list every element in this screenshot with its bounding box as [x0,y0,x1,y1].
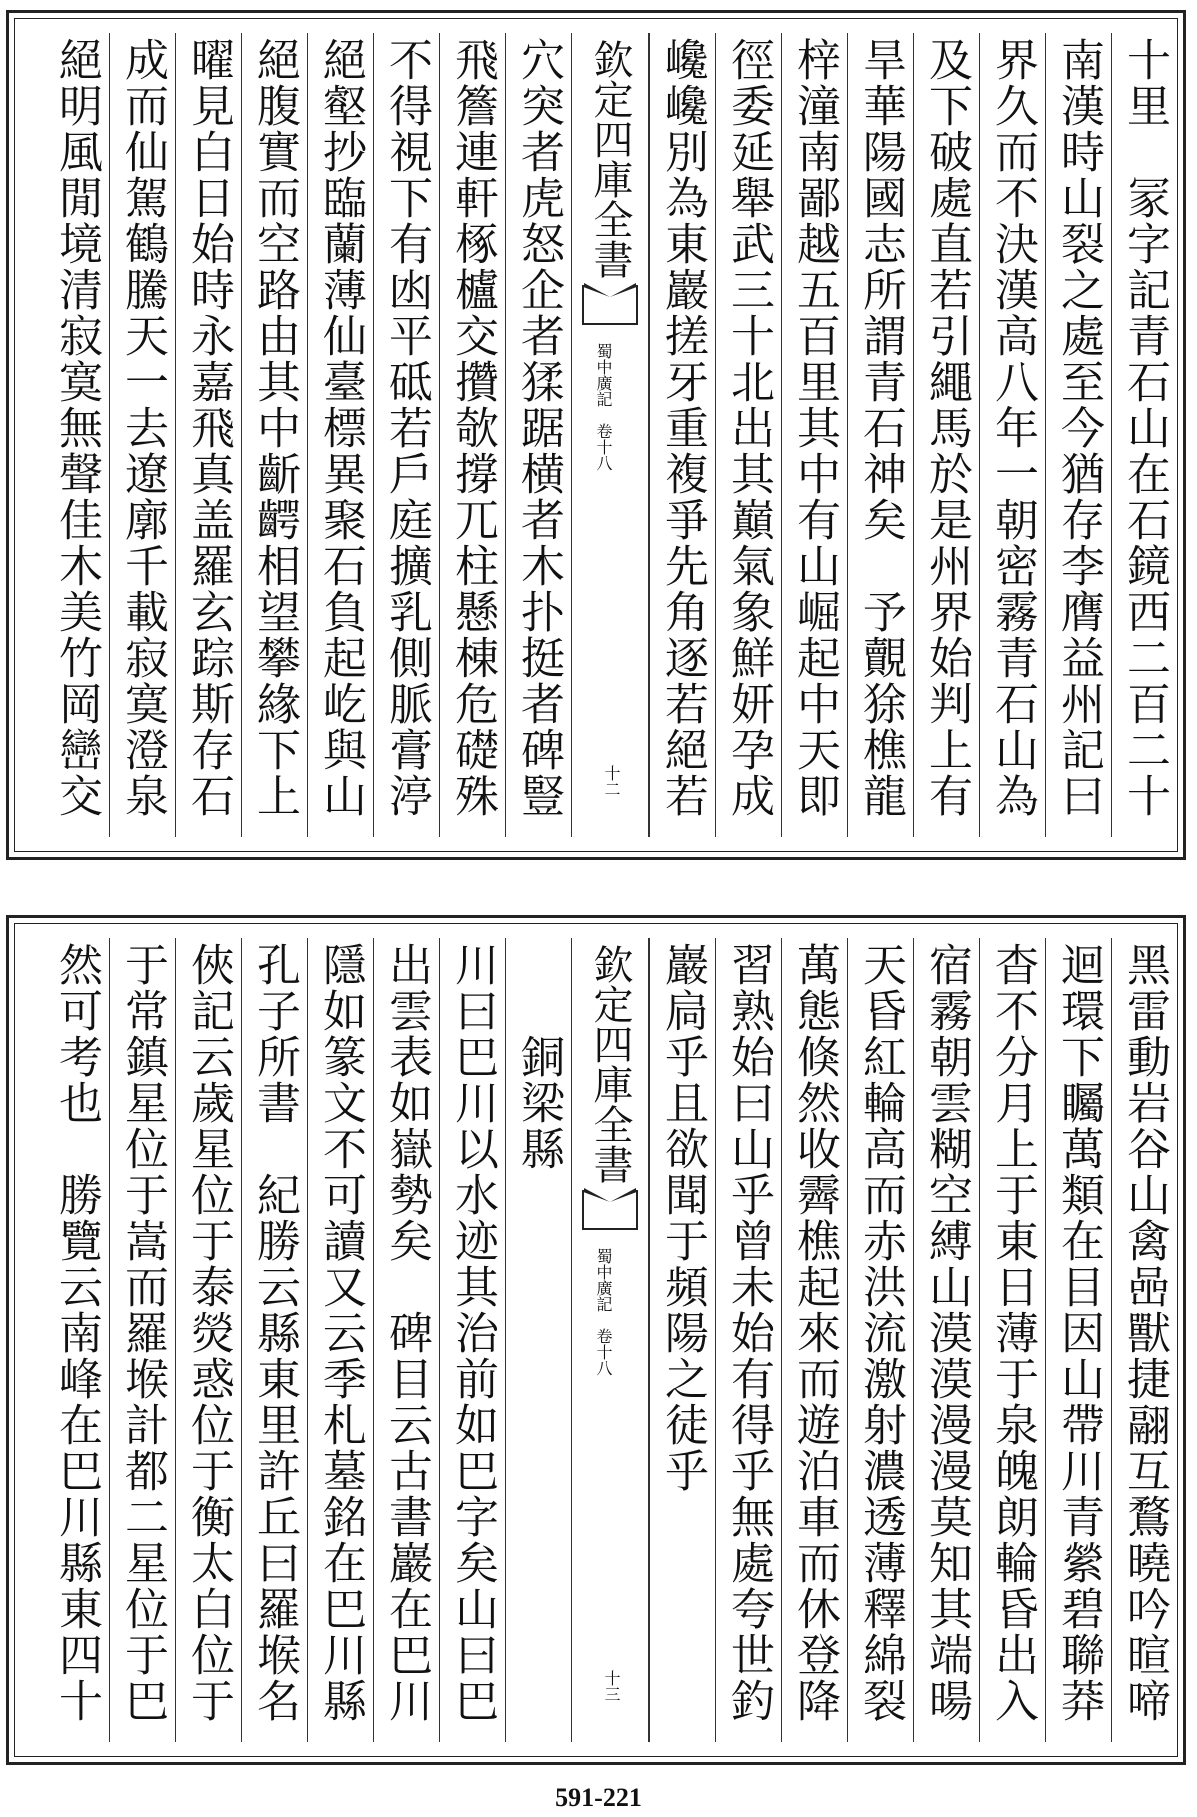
text-column: 俠記云歲星位于泰熒惑位于衡太白位于 [175,938,241,1742]
text-column: 曜見白日始時永嘉飛真盖羅玄踪斯存石 [175,33,241,837]
text-column: 絕壑抄臨蘭薄仙臺標異聚石負起屹與山 [307,33,373,837]
center-fold [571,938,649,1742]
text-column: 絕腹實而空路由其中齗齶相望攀緣下上 [241,33,307,837]
lower-page [6,915,1186,1765]
text-column: 界久而不決漢高八年一朝密霧青石山為 [979,33,1045,837]
text-column: 不得視下有凼平砥若戶庭擴乳側脈膏渟 [373,33,439,837]
text-column: 穴突者虎怒企者猱踞横者木扑挺者碑豎 [505,33,571,837]
text-column: 于常鎮星位于嵩而羅堠計都二星位于巴 [109,938,175,1742]
text-column: 川曰巴川以水迹其治前如巴字矣山曰巴 [439,938,505,1742]
text-column: 杳不分月上于東日薄于泉魄朗輪昏出入 [979,938,1045,1742]
text-column: 隱如篆文不可讀又云季札墓銘在巴川縣 [307,938,373,1742]
lower-page-frame [14,923,1178,1757]
text-column: 黑雷動岩谷山禽喦獸捷翮互鶩曉吟暄啼 [1111,938,1177,1742]
text-column: 絕明風閒境清寂寞無聲佳木美竹岡巒交 [51,37,102,819]
section-heading-column: 銅梁縣 [505,938,571,1742]
text-column: 天昏紅輪高而赤洪流激射濃透薄釋綿裂 [847,938,913,1742]
text-column: 宿霧朝雲糊空縛山漠漠漫漫莫知其端暘 [913,938,979,1742]
text-column: 梓潼南鄙越五百里其中有山崛起中天即 [781,33,847,837]
text-column: 巖扃乎且欲聞于頻陽之徒乎 [649,938,715,1742]
lower-page-columns [15,938,1177,1742]
upper-page-frame [14,18,1178,852]
text-column: 南漢時山裂之處至今猶存李膺益州記曰 [1045,33,1111,837]
fish-tail-mark-icon [582,1190,638,1230]
text-column: 孔子所書 紀勝云縣東里許丘曰羅堠名 [241,938,307,1742]
text-column: 巉巉別為東巖搓牙重複爭先角逐若絕若 [649,33,715,837]
upper-page-columns [15,33,1177,837]
text-column: 習熟始曰山乎曾未始有得乎無處夸世釣 [715,938,781,1742]
center-fold [571,33,649,837]
book-title: 欽定四庫全書 [587,39,633,279]
text-column: 然可考也 勝覽云南峰在巴川縣東四十 [51,942,102,1724]
text-column: 飛簷連軒椓櫨交攢欹撐兀柱懸棟危礎殊 [439,33,505,837]
text-column: 成而仙駕鶴騰天一去遼廓千載寂寞澄泉 [109,33,175,837]
text-column: 徑委延舉武三十北出其巔氣象鮮妍孕成 [715,33,781,837]
leaf-number: 十三 [602,1670,621,1702]
leaf-number: 十二 [602,765,621,797]
text-column: 萬態倏然收霽樵起來而遊泊車而休登降 [781,938,847,1742]
volume-label: 蜀中廣記 卷十八 [594,1248,613,1376]
fish-tail-mark-icon [582,285,638,325]
book-title: 欽定四庫全書 [587,944,633,1184]
volume-label: 蜀中廣記 卷十八 [594,343,613,471]
upper-page [6,10,1186,860]
text-column: 迴環下矚萬類在目因山帶川青縈碧聯莽 [1045,938,1111,1742]
text-column: 旱華陽國志所謂青石神矣 予覿狳樵龍 [847,33,913,837]
text-column: 出雲表如嶽勢矣 碑目云古書巖在巴川 [373,938,439,1742]
page-footer-number: 591-221 [555,1783,642,1812]
text-column: 十里 冡字記青石山在石鏡西二百二十 [1111,33,1177,837]
text-column: 及下破處直若引繩馬於是州界始判上有 [913,33,979,837]
